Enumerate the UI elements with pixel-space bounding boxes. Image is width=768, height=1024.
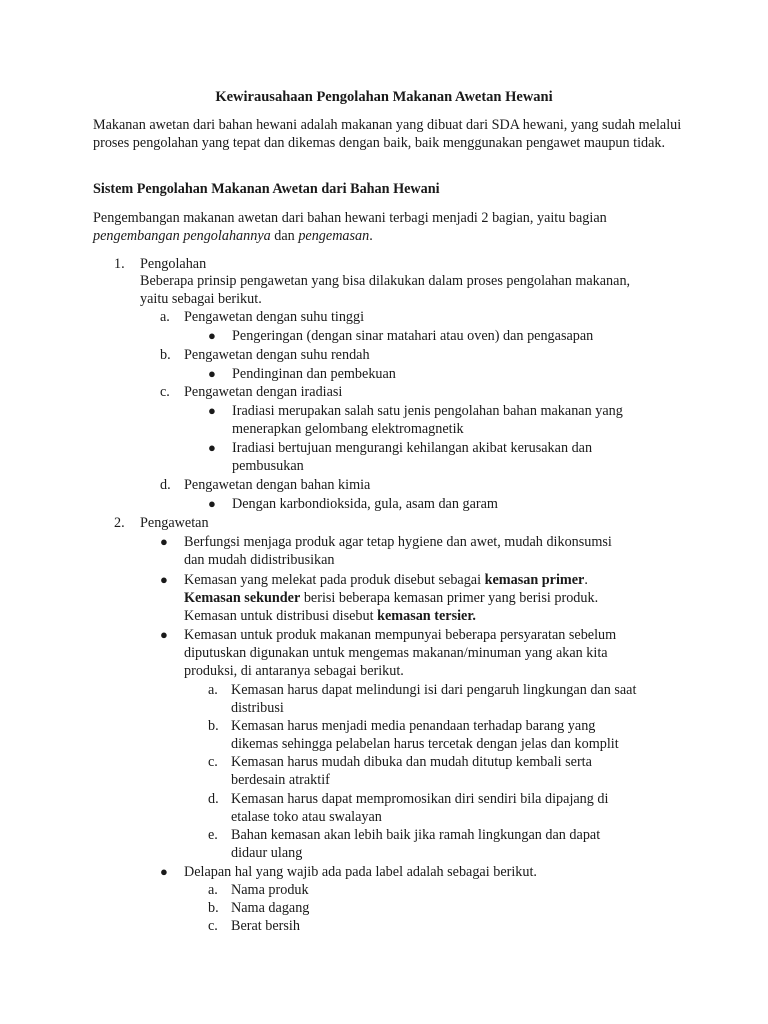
bullet-icon: ● [208,496,216,511]
document-title: Kewirausahaan Pengolahan Makanan Awetan Hewani [215,89,553,105]
dev-end: . [369,228,373,244]
item2-label: Pengawetan [140,515,209,531]
item2-bullet4-line1: Delapan hal yang wajib ada pada label adalah sebagai berikut. [184,864,537,880]
item1-c-number: c. [160,384,170,400]
item2-sub-b-line1: Kemasan harus menjadi media penandaan terhadap barang yang [231,718,596,734]
item2-number: 2. [114,515,125,531]
item2-sub-e-number: e. [208,827,218,843]
item2-bullet3-line1: Kemasan untuk produk makanan mempunyai beberapa persyaratan sebelum [184,627,617,643]
item2-sub-c-line1: Kemasan harus mudah dibuka dan mudah ditutup kembali serta [231,754,592,770]
item2-sub-d-line1: Kemasan harus dapat mempromosikan diri sendiri bila dipajang di [231,791,609,807]
section-heading: Sistem Pengolahan Makanan Awetan dari Bahan Hewani [93,181,440,197]
item1-a-bullet1: Pengeringan (dengan sinar matahari atau oven) dan pengasapan [232,328,594,344]
item1-c-bullet2-line1: Iradiasi bertujuan mengurangi kehilangan akibat kerusakan dan [232,440,593,456]
item2-sub-e-line2: didaur ulang [231,845,303,861]
item2-sub-e-line1: Bahan kemasan akan lebih baik jika ramah lingkungan dan dapat [231,827,601,843]
label-item-b: Nama dagang [231,900,310,916]
item2-bullet3-line2: diputuskan digunakan untuk mengemas makanan/minuman yang akan kita [184,645,608,661]
label-item-b-number: b. [208,900,219,916]
item1-number: 1. [114,256,125,272]
label-item-a: Nama produk [231,882,309,898]
item2-sub-a-number: a. [208,682,218,698]
bullet-icon: ● [160,627,168,642]
item1-d-number: d. [160,477,171,493]
item2-b2-bold-tertiary: kemasan tersier. [377,608,476,624]
dev-italic-packaging: pengemasan [298,228,370,244]
dev-and: dan [270,228,299,244]
item2-bullet2-line2 [184,589,598,607]
item1-c-bullet2-line2: pembusukan [232,458,304,474]
item2-sub-b-number: b. [208,718,219,734]
item1-d-label: Pengawetan dengan bahan kimia [184,477,371,493]
label-item-c: Berat bersih [231,918,300,934]
item2-b2-bold-secondary: Kemasan sekunder [184,590,301,606]
bullet-icon: ● [208,328,216,343]
item1-a-number: a. [160,309,170,325]
bullet-icon: ● [208,366,216,381]
bullet-icon: ● [208,440,216,455]
item2-bullet1-line1: Berfungsi menjaga produk agar tetap hygiene dan awet, mudah dikonsumsi [184,534,612,550]
item1-desc-line2: yaitu sebagai berikut. [140,291,262,307]
item2-sub-d-number: d. [208,791,219,807]
item2-bullet1-line2: dan mudah didistribusikan [184,552,335,568]
item1-c-bullet1-line2: menerapkan gelombang elektromagnetik [232,421,464,437]
item1-b-bullet1: Pendinginan dan pembekuan [232,366,396,382]
item2-bullet2-line3 [184,607,476,625]
bullet-icon: ● [160,572,168,587]
dev-text: Pengembangan makanan awetan dari bahan hewani terbagi menjadi 2 bagian, yaitu bagian [93,210,607,226]
item1-c-bullet1-line1: Iradiasi merupakan salah satu jenis pengolahan bahan makanan yang [232,403,623,419]
item1-desc-line1: Beberapa prinsip pengawetan yang bisa dilakukan dalam proses pengolahan makanan, [140,273,631,289]
item2-sub-a-line2: distribusi [231,700,284,716]
item1-b-number: b. [160,347,171,363]
intro-paragraph: Makanan awetan dari bahan hewani adalah makanan yang dibuat dari SDA hewani, yang sudah melalui proses pengolahan yang tepat dan dikemas dengan baik, baik menggunakan pengawet maupun tidak. [93,117,682,151]
item1-label: Pengolahan [140,256,207,272]
item2-b2-bold-primary: kemasan primer [484,572,585,588]
item2-sub-a-line1: Kemasan harus dapat melindungi isi dari pengaruh lingkungan dan saat [231,682,637,698]
item1-c-label: Pengawetan dengan iradiasi [184,384,343,400]
item1-a-label: Pengawetan dengan suhu tinggi [184,309,365,325]
bullet-icon: ● [160,534,168,549]
item2-b2-end: . [584,572,588,588]
dev-italic-processing: pengembangan pengolahannya [93,228,271,244]
item2-sub-d-line2: etalase toko atau swalayan [231,809,382,825]
bullet-icon: ● [208,403,216,418]
item2-b2-line2-text: berisi beberapa kemasan primer yang berisi produk. [300,590,599,606]
label-item-c-number: c. [208,918,218,934]
item1-d-bullet1: Dengan karbondioksida, gula, asam dan garam [232,496,498,512]
development-paragraph [93,209,683,245]
item2-bullet3-line3: produksi, di antaranya sebagai berikut. [184,663,404,679]
item2-sub-c-number: c. [208,754,218,770]
item2-b2-text: Kemasan yang melekat pada produk disebut sebagai [184,572,485,588]
item2-sub-b-line2: dikemas sehingga pelabelan harus tercetak dengan jelas dan komplit [231,736,619,752]
item2-bullet2-line1 [184,571,588,589]
label-item-a-number: a. [208,882,218,898]
item2-sub-c-line2: berdesain atraktif [231,772,330,788]
item2-b2-line3-text: Kemasan untuk distribusi disebut [184,608,378,624]
item1-b-label: Pengawetan dengan suhu rendah [184,347,370,363]
bullet-icon: ● [160,864,168,879]
